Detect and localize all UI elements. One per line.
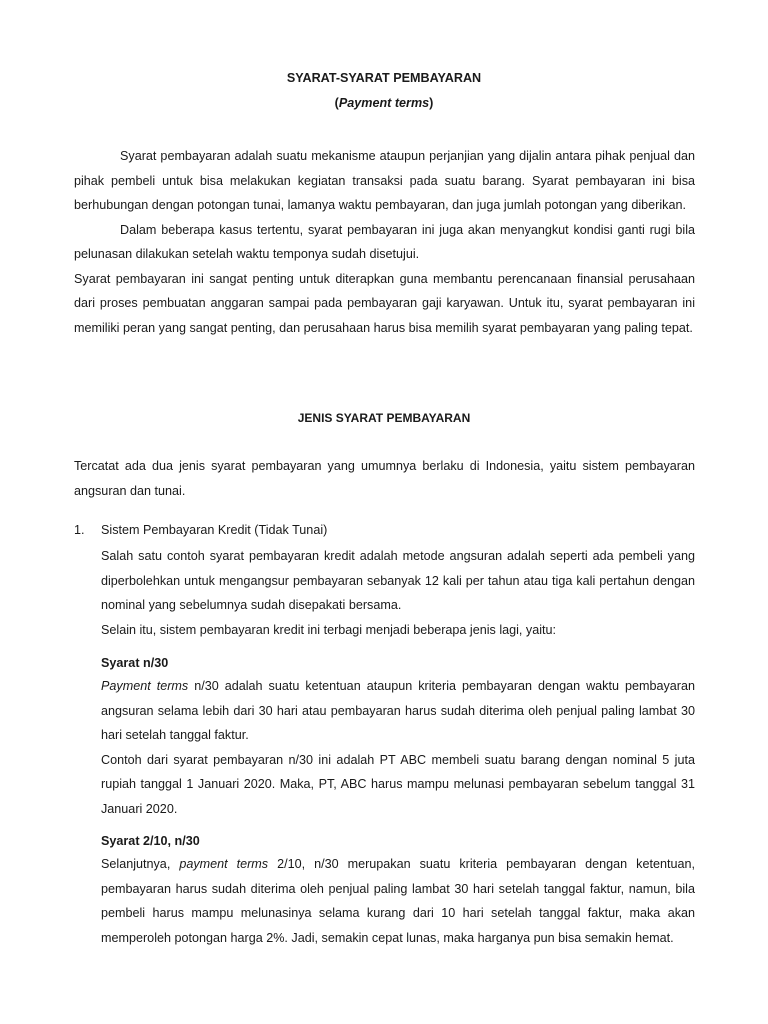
document-subtitle bbox=[0, 96, 768, 110]
subtitle-text: Payment terms bbox=[338, 96, 430, 110]
n30-heading: Syarat n/30 bbox=[101, 656, 169, 670]
intro-section bbox=[74, 144, 695, 340]
intro-paragraph-1: Syarat pembayaran adalah suatu mekanisme ataupun perjanjian yang dijalin antara pihak penjual dan pihak pembeli untuk bisa melakukan kegiatan transaksi pada suatu barang. Syarat pembayaran ini bisa berhubungan dengan potongan tunai, lamanya waktu pembayaran, dan juga jumlah potongan yang diberikan. bbox=[74, 149, 695, 212]
n210-paragraph-1 bbox=[101, 852, 695, 950]
n210-paragraph-1-term: payment terms bbox=[179, 857, 269, 871]
intro-paragraph-2: Dalam beberapa kasus tertentu, syarat pembayaran ini juga akan menyangkut kondisi ganti rugi bila pelunasan dilakukan setelah waktu temponya sudah disetujui. bbox=[74, 222, 695, 261]
section-1-title: Sistem Pembayaran Kredit (Tidak Tunai) bbox=[101, 523, 328, 537]
n210-paragraph-1-text: 2/10, n/30 merupakan suatu kriteria pembayaran dengan ketentuan, pembayaran harus sudah diterima oleh penjual paling lambat 30 hari setelah tanggal faktur, namun, bila pembeli harus mampu melunasinya selama kurang dari 10 hari setelah tanggal faktur, maka akan memperoleh potongan harga 2%. Jadi, semakin cepat lunas, maka harganya pun bisa semakin hemat. bbox=[101, 857, 695, 945]
types-intro: Tercatat ada dua jenis syarat pembayaran yang umumnya berlaku di Indonesia, yaitu sistem pembayaran angsuran dan tunai. bbox=[74, 459, 695, 498]
n30-paragraph-2: Contoh dari syarat pembayaran n/30 ini adalah PT ABC membeli suatu barang dengan nominal 5 juta rupiah tanggal 1 Januari 2020. Maka, PT, ABC harus mampu melunasi pembayaran sebelum tanggal 31 Januari 2020. bbox=[101, 752, 695, 816]
section-1-paragraph-1: Salah satu contoh syarat pembayaran kredit adalah metode angsuran adalah seperti ada pembeli yang diperbolehkan untuk mengangsur pembayaran sebanyak 12 kali per tahun atau tiga kali pertahun dengan nominal yang sebelumnya sudah disepakati bersama. bbox=[101, 549, 695, 612]
types-heading: JENIS SYARAT PEMBAYARAN bbox=[297, 411, 471, 425]
section-1-number: 1. bbox=[74, 523, 85, 537]
n30-paragraph-1-text: n/30 adalah suatu ketentuan ataupun kriteria pembayaran dengan waktu pembayaran angsuran selama lebih dari 30 hari atau pembayaran harus sudah diterima oleh penjual paling lambat 30 hari setelah tanggal faktur. bbox=[101, 679, 696, 742]
subtitle-open-paren: ( bbox=[334, 96, 339, 110]
n210-paragraph-1-pre: Selanjutnya, bbox=[101, 857, 180, 871]
n30-paragraph-1-term: Payment terms bbox=[101, 679, 189, 693]
n210-body bbox=[101, 852, 695, 950]
section-1-body bbox=[101, 544, 695, 642]
intro-paragraph-3: Syarat pembayaran ini sangat penting untuk diterapkan guna membantu perencanaan finansial perusahaan dari proses pembuatan anggaran sampai pada pembayaran gaji karyawan. Untuk itu, syarat pembayaran ini memiliki peran yang sangat penting, dan perusahaan harus bisa memilih syarat pembayaran yang paling tepat. bbox=[74, 271, 695, 335]
document-title: SYARAT-SYARAT PEMBAYARAN bbox=[286, 71, 482, 85]
subtitle-close-paren: ) bbox=[429, 96, 434, 110]
n30-body bbox=[101, 674, 695, 821]
n210-heading: Syarat 2/10, n/30 bbox=[101, 834, 200, 848]
section-1-paragraph-2: Selain itu, sistem pembayaran kredit ini terbagi menjadi beberapa jenis lagi, yaitu: bbox=[101, 622, 557, 637]
n30-paragraph-1 bbox=[101, 674, 695, 748]
